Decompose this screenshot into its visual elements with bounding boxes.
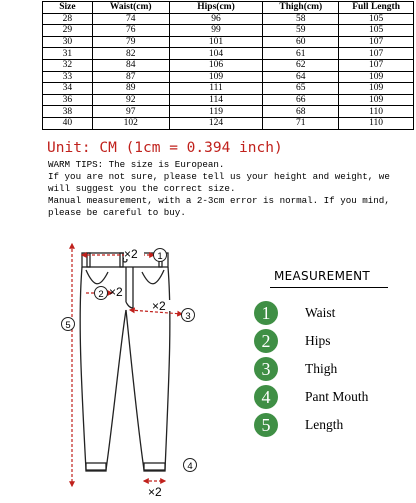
table-cell: 74 — [92, 13, 169, 25]
legend-label: Thigh — [305, 361, 338, 376]
table-cell: 62 — [263, 59, 339, 71]
table-cell: 65 — [263, 83, 339, 95]
table-cell: 68 — [263, 106, 339, 118]
thigh-multiplier: ×2 — [152, 299, 166, 313]
title-underline — [270, 287, 388, 288]
pants-outline-icon — [80, 253, 170, 471]
measurement-title: MEASUREMENT — [274, 269, 371, 283]
table-row — [43, 25, 414, 37]
table-cell: 40 — [43, 117, 93, 129]
header-full-length: Full Length — [339, 2, 414, 14]
table-cell: 109 — [339, 71, 414, 83]
table-cell: 38 — [43, 106, 93, 118]
legend-label: Pant Mouth — [305, 389, 369, 404]
table-cell: 84 — [92, 59, 169, 71]
legend-label: Length — [305, 417, 344, 432]
header-size: Size — [43, 2, 93, 14]
table-cell: 36 — [43, 94, 93, 106]
table-row — [43, 71, 414, 83]
table-cell: 34 — [43, 83, 93, 95]
tips-line: Manual measurement, with a 2-3cm error is normal. If you mind, — [48, 195, 390, 206]
table-row — [43, 36, 414, 48]
table-cell: 107 — [339, 48, 414, 60]
table-cell: 109 — [339, 83, 414, 95]
table-cell: 119 — [169, 106, 263, 118]
table-cell: 31 — [43, 48, 93, 60]
number-2-icon: 2 — [254, 329, 278, 353]
legend-item-length — [254, 412, 343, 438]
table-cell: 102 — [92, 117, 169, 129]
table-cell: 32 — [43, 59, 93, 71]
marker-4 — [184, 459, 197, 473]
number-1-icon: 1 — [254, 301, 278, 325]
table-cell: 89 — [92, 83, 169, 95]
table-cell: 99 — [169, 25, 263, 37]
hips-multiplier: ×2 — [109, 285, 123, 299]
table-cell: 107 — [339, 36, 414, 48]
size-tips — [48, 159, 414, 219]
size-chart-table — [42, 1, 414, 130]
table-row — [43, 94, 414, 106]
number-3-icon: 3 — [254, 357, 278, 381]
table-cell: 60 — [263, 36, 339, 48]
table-row — [43, 106, 414, 118]
unit-note: Unit: CM (1cm = 0.394 inch) — [47, 140, 283, 156]
table-cell: 28 — [43, 13, 93, 25]
header-thigh: Thigh(cm) — [263, 2, 339, 14]
table-cell: 107 — [339, 59, 414, 71]
table-cell: 59 — [263, 25, 339, 37]
table-cell: 114 — [169, 94, 263, 106]
table-cell: 82 — [92, 48, 169, 60]
table-cell: 76 — [92, 25, 169, 37]
tips-line: please be careful to buy. — [48, 207, 186, 218]
table-cell: 79 — [92, 36, 169, 48]
table-cell: 66 — [263, 94, 339, 106]
pants-diagram — [42, 238, 212, 500]
legend-item-hips — [254, 328, 331, 354]
table-cell: 105 — [339, 25, 414, 37]
svg-text:1: 1 — [157, 251, 163, 262]
marker-3 — [182, 309, 195, 323]
header-waist: Waist(cm) — [92, 2, 169, 14]
number-4-icon: 4 — [254, 385, 278, 409]
table-cell: 71 — [263, 117, 339, 129]
table-row — [43, 117, 414, 129]
table-cell: 33 — [43, 71, 93, 83]
table-cell: 111 — [169, 83, 263, 95]
marker-2 — [95, 287, 108, 301]
table-header-row — [43, 2, 414, 14]
table-cell: 87 — [92, 71, 169, 83]
legend-item-pant-mouth — [254, 384, 368, 410]
table-cell: 61 — [263, 48, 339, 60]
table-row — [43, 59, 414, 71]
table-cell: 110 — [339, 117, 414, 129]
tips-line: If you are not sure, please tell us your height and weight, we — [48, 171, 390, 182]
table-cell: 104 — [169, 48, 263, 60]
table-row — [43, 48, 414, 60]
svg-text:5: 5 — [65, 320, 71, 331]
table-row — [43, 83, 414, 95]
table-cell: 92 — [92, 94, 169, 106]
table-cell: 29 — [43, 25, 93, 37]
mouth-multiplier: ×2 — [148, 485, 162, 499]
tips-line: WARM TIPS: The size is European. — [48, 159, 225, 170]
table-cell: 106 — [169, 59, 263, 71]
number-5-icon: 5 — [254, 413, 278, 437]
marker-1 — [154, 249, 167, 263]
marker-5 — [62, 318, 75, 332]
legend-item-thigh — [254, 356, 337, 382]
table-cell: 110 — [339, 106, 414, 118]
table-cell: 58 — [263, 13, 339, 25]
tips-line: will suggest you the correct size. — [48, 183, 236, 194]
table-cell: 109 — [339, 94, 414, 106]
table-cell: 101 — [169, 36, 263, 48]
table-cell: 64 — [263, 71, 339, 83]
svg-text:3: 3 — [185, 311, 191, 322]
legend-label: Waist — [305, 305, 336, 320]
table-cell: 109 — [169, 71, 263, 83]
table-cell: 96 — [169, 13, 263, 25]
table-row — [43, 13, 414, 25]
svg-text:2: 2 — [98, 289, 104, 300]
waist-multiplier: ×2 — [124, 247, 138, 261]
table-cell: 97 — [92, 106, 169, 118]
legend-item-waist — [254, 300, 335, 326]
table-cell: 124 — [169, 117, 263, 129]
svg-text:4: 4 — [187, 461, 193, 472]
table-cell: 105 — [339, 13, 414, 25]
header-hips: Hips(cm) — [169, 2, 263, 14]
table-cell: 30 — [43, 36, 93, 48]
legend-label: Hips — [305, 333, 331, 348]
